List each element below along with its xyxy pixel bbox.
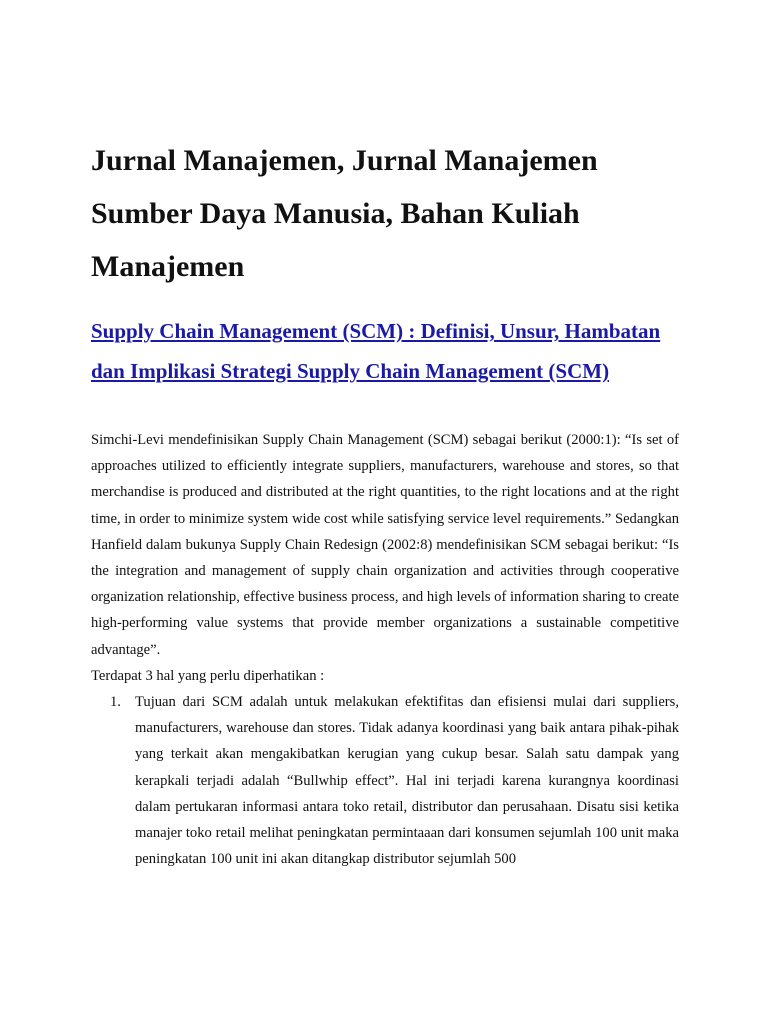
article-title-link[interactable]: Supply Chain Management (SCM) : Definisi, Unsur, Hambatan dan Implikasi Strategi Supply Chain Management (SCM) bbox=[91, 319, 661, 383]
intro-paragraph: Simchi-Levi mendefinisikan Supply Chain Management (SCM) sebagai berikut (2000:1): “Is set of approaches utilized to efficiently integrate suppliers, manufacturers, warehouse and stores, so that merchandise is produced and distributed at the right quantities, to the right locations and at the right time, in order to minimize system wide cost while satisfying service level requirements.” Sedangkan Hanfield dalam bukunya Supply Chain Redesign (2002:8) mendefinisikan SCM sebagai berikut: “Is the integration and management of supply chain organization and activities through cooperative organization relationship, effective business process, and high levels of information sharing to create high-performing value systems that provide member organizations a sustainable competitive advantage”. bbox=[91, 432, 679, 658]
list-item-text: Tujuan dari SCM adalah untuk melakukan efektifitas dan efisiensi mulai dari suppliers, manufacturers, warehouse dan stores. Tidak adanya koordinasi yang baik antara pihak-pihak yang terkait akan mengakibatkan kerugian yang cukup besar. Salah satu dampak yang kerapkali terjadi adalah “Bullwhip effect”. Hal ini terjadi karena kurangnya koordinasi dalam pertukaran informasi antara toko retail, distributor dan perusahaan. Disatu sisi ketika manajer toko retail melihat peningkatan permintaaan dari konsumen sejumlah 100 unit maka peningkatan 100 unit ini akan ditangkap distributor sejumlah 500 bbox=[135, 694, 679, 868]
list-lead-text: Terdapat 3 hal yang perlu diperhatikan : bbox=[91, 667, 325, 684]
list-item bbox=[110, 689, 679, 872]
points-list bbox=[91, 689, 679, 872]
document-page bbox=[91, 134, 679, 872]
list-item-number: 1. bbox=[110, 694, 121, 711]
page-title: Jurnal Manajemen, Jurnal Manajemen Sumber Daya Manusia, Bahan Kuliah Manajemen bbox=[91, 144, 598, 283]
